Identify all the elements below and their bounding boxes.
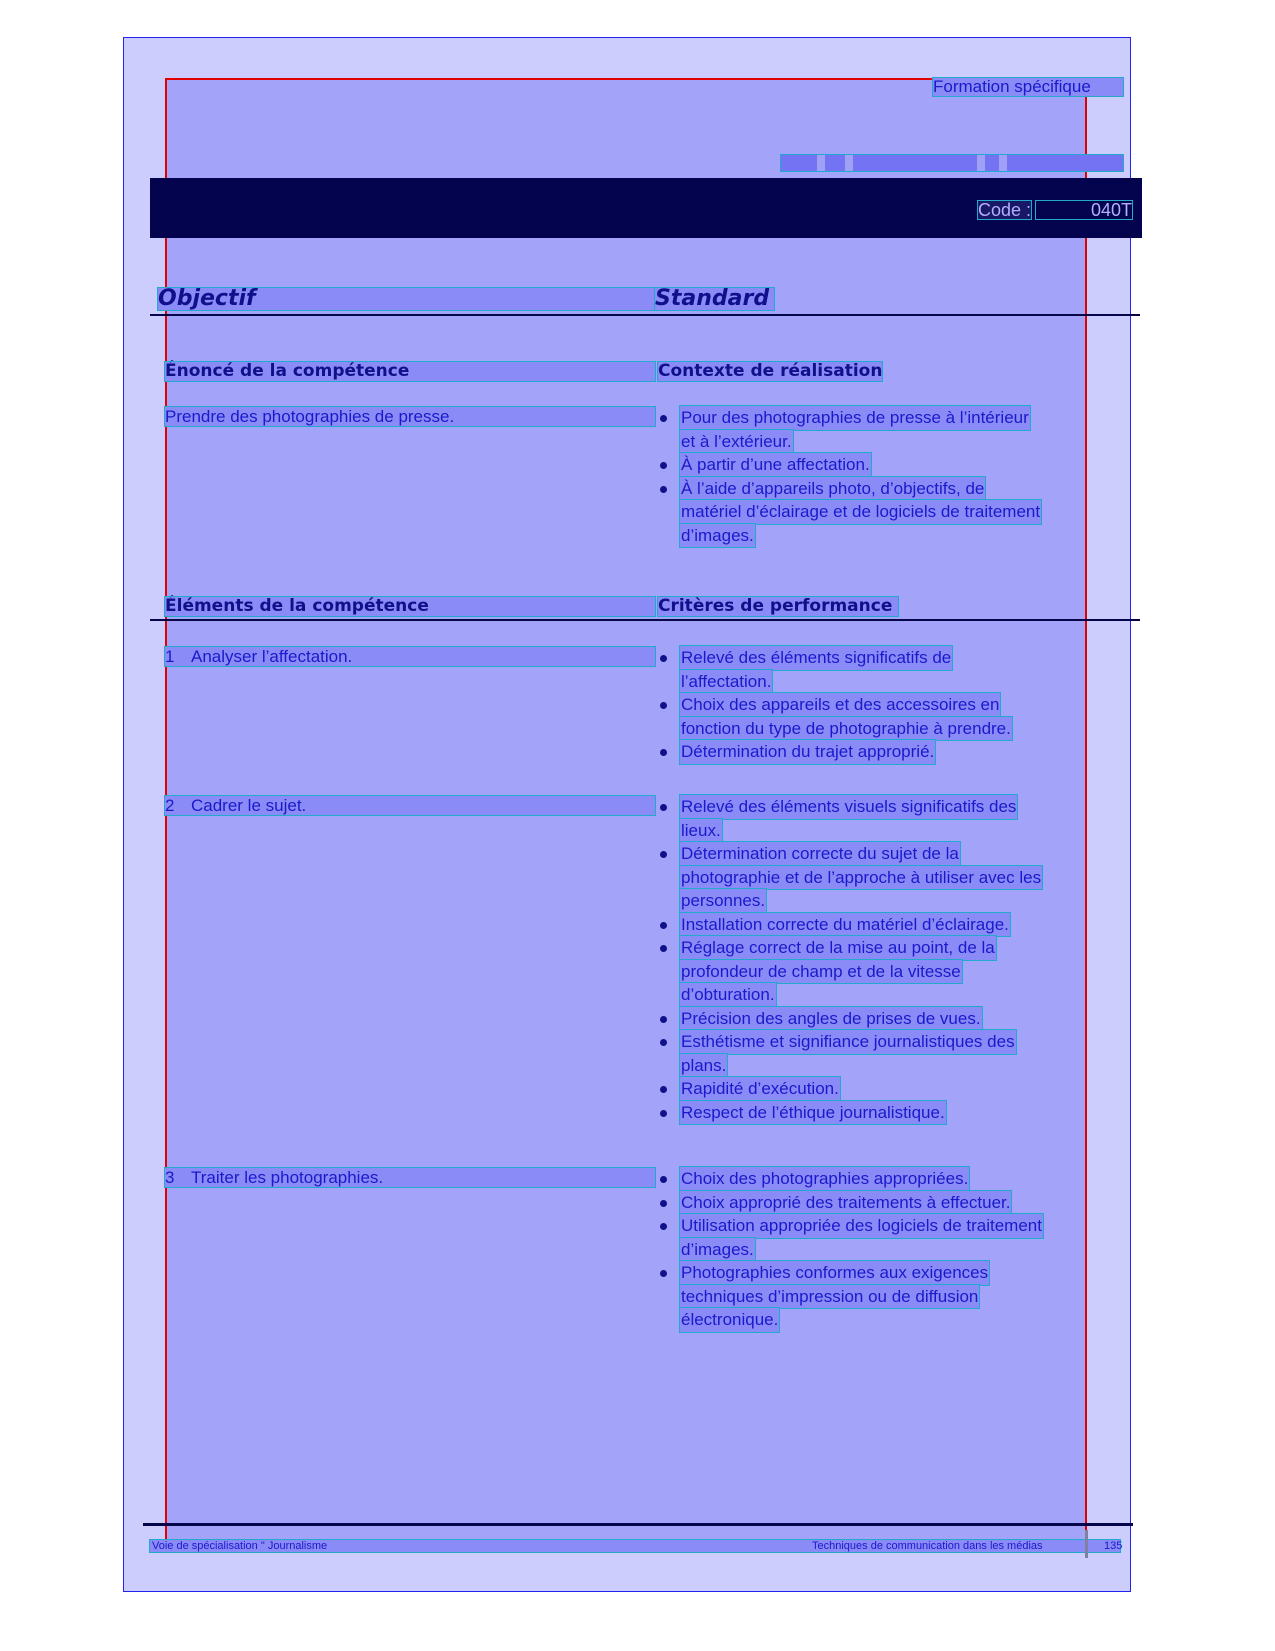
element-item [165,796,655,815]
element-number: 1 [165,647,175,666]
element-number: 3 [165,1168,175,1187]
bullet-line: À partir d’une affectation. [680,453,871,477]
elements-rule [150,619,1140,621]
element-item [165,1168,655,1187]
bullet-line: personnes. [680,889,766,913]
bullet-line: d’images. [680,524,755,548]
formation-label: Formation spécifique [933,78,1123,96]
bullet-line: Choix approprié des traitements à effectuer. [680,1191,1011,1215]
bullet-icon [660,1200,667,1207]
bullet-icon [660,486,667,493]
enonce-text: Prendre des photographies de presse. [165,407,655,426]
element-number: 2 [165,796,175,815]
bullet-item [658,1261,1043,1332]
bullet-icon [660,1039,667,1046]
bullet-item [658,1191,1043,1215]
bullet-line: plans. [680,1054,727,1078]
contexte-label: Contexte de réalisation [658,361,883,381]
bullet-icon [660,1110,667,1117]
bullet-line: Relevé des éléments visuels significatifs des [680,795,1017,819]
bullet-item [658,936,1042,1007]
element-text: Cadrer le sujet. [191,796,307,815]
bullet-icon [660,749,667,756]
bullet-line: techniques d’impression ou de diffusion [680,1285,979,1309]
bullet-line: l’affectation. [680,670,772,694]
footer-left [152,1540,327,1552]
bullet-icon [660,462,667,469]
bullet-item [658,913,1042,937]
element-item [165,647,655,666]
code-label: Code : [978,200,1032,220]
bullet-line: Respect de l’éthique journalistique. [680,1101,946,1125]
element-text: Traiter les photographies. [191,1168,384,1187]
bullet-line: Détermination correcte du sujet de la [680,842,960,866]
bullet-item [658,693,1012,740]
bullet-line: Photographies conformes aux exigences [680,1261,989,1285]
footer-tick [1085,1530,1088,1558]
bullet-icon [660,922,667,929]
bullet-line: matériel d’éclairage et de logiciels de traitement [680,500,1041,524]
bullet-line: Utilisation appropriée des logiciels de traitement [680,1214,1043,1238]
criteres-label: Critères de performance [658,597,898,616]
bullet-line: Détermination du trajet approprié. [680,740,935,764]
bullet-line: Rapidité d’exécution. [680,1077,840,1101]
bullet-item [658,453,1041,477]
footer-rule [143,1523,1133,1526]
bullet-icon [660,1086,667,1093]
bullet-line: profondeur de champ et de la vitesse [680,960,962,984]
header-segment-bar [781,155,1123,171]
bullet-line: Réglage correct de la mise au point, de la [680,936,996,960]
bullet-icon [660,1270,667,1277]
footer-left-part1: Voie de spécialisation " [152,1540,265,1552]
standard-heading: Standard [655,288,774,310]
bullet-item [658,1101,1042,1125]
bullet-icon [660,1223,667,1230]
bullet-line: Pour des photographies de presse à l’intérieur [680,406,1030,430]
bullet-line: Installation correcte du matériel d’éclairage. [680,913,1010,937]
bullet-item [658,646,1012,693]
bullet-icon [660,655,667,662]
objectif-heading: Objectif [158,288,655,310]
footer-left-part2: Journalisme [267,1540,328,1552]
bullet-line: Esthétisme et signifiance journalistiques des [680,1030,1016,1054]
bullet-line: lieux. [680,819,722,843]
bullet-item [658,1214,1043,1261]
bullet-icon [660,804,667,811]
bullet-line: photographie et de l’approche à utiliser avec les [680,866,1042,890]
bullet-line: fonction du type de photographie à prendre. [680,717,1012,741]
code-value: 040T [1036,201,1132,219]
bullet-line: À l’aide d’appareils photo, d’objectifs, de [680,477,985,501]
contexte-list [658,406,1041,547]
bullet-item [658,1007,1042,1031]
criteria-list [658,795,1042,1124]
footer-right: Techniques de communication dans les médias [812,1540,1043,1552]
bullet-line: et à l’extérieur. [680,430,793,454]
footer-page-number: 135 [1104,1540,1123,1552]
bullet-icon [660,945,667,952]
elements-label: Éléments de la compétence [165,597,655,616]
criteria-list [658,1167,1043,1332]
enonce-label: Énoncé de la compétence [165,362,655,381]
element-text: Analyser l’affectation. [191,647,353,666]
criteria-list [658,646,1012,764]
bullet-item [658,795,1042,842]
bullet-item [658,842,1042,913]
bullet-line: Relevé des éléments significatifs de [680,646,952,670]
bullet-line: électronique. [680,1308,779,1332]
bullet-icon [660,702,667,709]
bullet-item [658,1077,1042,1101]
heading-rule [150,314,1140,316]
bullet-item [658,477,1041,548]
bullet-line: Choix des appareils et des accessoires en [680,693,1000,717]
bullet-icon [660,415,667,422]
bullet-item [658,1030,1042,1077]
bullet-line: Précision des angles de prises de vues. [680,1007,982,1031]
bullet-line: d’images. [680,1238,755,1262]
bullet-line: d’obturation. [680,983,776,1007]
bullet-icon [660,1016,667,1023]
bullet-item [658,406,1041,453]
bullet-item [658,1167,1043,1191]
bullet-item [658,740,1012,764]
bullet-line: Choix des photographies appropriées. [680,1167,969,1191]
bullet-icon [660,1176,667,1183]
bullet-icon [660,851,667,858]
